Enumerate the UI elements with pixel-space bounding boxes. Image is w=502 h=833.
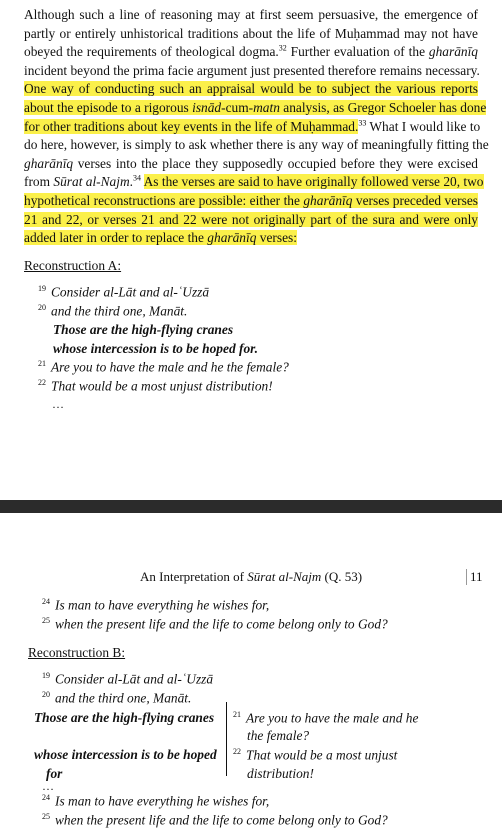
footnote-marker: 34: [133, 173, 142, 183]
paragraph-line: [24, 99, 487, 118]
text-segment: 21 and 22, or verses 21 and 22 were not originally part of the sura and were only: [24, 211, 478, 227]
text-segment: One way of conducting such an appraisal would be to subject the various reports: [24, 81, 478, 97]
italic-term: isnād: [192, 99, 222, 115]
reconstruction-a-heading: Reconstruction A:: [24, 258, 122, 273]
text-segment: do here, however, is simply to ask whether there is any way of meaningfully fitting the: [24, 137, 489, 153]
text-segment: about the episode to a rigorous: [24, 99, 193, 115]
paragraph-line: [24, 192, 478, 211]
paragraph-line: [24, 136, 489, 155]
gharaniq-verse-2-cont: for: [46, 766, 63, 781]
running-head: An Interpretation of Sūrat al-Najm (Q. 53): [140, 569, 363, 584]
text-segment: -cum-: [221, 99, 254, 115]
paragraph-line: [24, 25, 478, 44]
text-segment: Further evaluation of the: [286, 44, 429, 60]
verse-19: $^{19}$ Consider al-Lāt and al-ʿUzzā: [38, 284, 210, 300]
ellipsis: …: [52, 397, 65, 411]
paragraph-line: [24, 62, 478, 81]
paragraph-line: [24, 118, 481, 137]
verse-21: $^{21}$ Are you to have the male and he the female?: [38, 359, 289, 375]
page-divider: [0, 500, 502, 513]
text-segment: verses:: [256, 230, 297, 246]
ellipsis: …: [42, 779, 55, 793]
text-segment: analysis, as Gregor Schoeler has done: [279, 99, 487, 115]
text-segment: incident beyond the prima facie argument just presented therefore remains necessary.: [24, 62, 480, 78]
text-segment: partly or entirely unhistorical traditions about the life of Muḥammad may not have: [24, 25, 478, 41]
italic-term: matn: [253, 99, 280, 115]
text-segment: from: [24, 174, 54, 190]
gharaniq-verse-2: whose intercession is to be hoped for.: [53, 341, 258, 356]
italic-term: gharānīq: [303, 192, 353, 208]
text-segment: hypothetical reconstructions are possible: either the: [24, 192, 304, 208]
verse-25: $^{25}$ when the present life and the life to come belong only to God?: [42, 812, 388, 828]
body-paragraph: [24, 6, 489, 248]
verse-22-cont: distribution!: [247, 766, 314, 781]
italic-term: gharānīq: [207, 230, 257, 246]
reconstruction-b-heading: Reconstruction B:: [28, 645, 126, 660]
footnote-marker: 32: [278, 43, 287, 53]
text-segment: .: [129, 174, 134, 190]
paragraph-line: [24, 229, 478, 248]
paragraph-line: [24, 155, 478, 174]
column-rule: [226, 702, 227, 776]
verse-22: $^{22}$ That would be a most unjust distribution!: [38, 378, 273, 394]
italic-term: gharānīq: [24, 155, 74, 171]
verse-21: $^{21}$ Are you to have the male and he: [233, 710, 419, 726]
verse-20: $^{20}$ and the third one, Manāt.: [38, 303, 188, 319]
text-segment: As the verses are said to have originally followed verse 20, two: [143, 174, 484, 190]
paragraph-line: [24, 43, 478, 62]
verse-19: $^{19}$ Consider al-Lāt and al-ʿUzzā: [42, 671, 214, 687]
paragraph-line: [24, 6, 478, 25]
text-segment: obeyed the requirements of theological dogma.: [24, 44, 279, 60]
italic-term: Sūrat al-Najm: [53, 174, 130, 190]
verse-24: $^{24}$ Is man to have everything he wishes for,: [42, 597, 270, 613]
text-segment: Although such a line of reasoning may at first seem persuasive, the emergence of: [24, 7, 478, 22]
text-segment: for other traditions about key events in the life of Muḥammad.: [24, 118, 359, 134]
footnote-marker: 33: [358, 118, 367, 128]
verse-24: $^{24}$ Is man to have everything he wishes for,: [42, 793, 270, 809]
gharaniq-verse-1: Those are the high-flying cranes: [34, 710, 215, 725]
text-segment: What I would like to: [366, 118, 481, 134]
text-segment: verses into the place they supposedly occupied before they were excised: [73, 155, 478, 171]
gharaniq-verse-1: Those are the high-flying cranes: [53, 322, 234, 337]
text-segment: added later in order to replace the: [24, 230, 208, 246]
verse-21-cont: the female?: [247, 728, 310, 743]
lower-page: [0, 513, 502, 833]
paragraph-line: [24, 211, 478, 230]
text-segment: verses preceded verses: [352, 192, 478, 208]
page-number: 11: [466, 569, 483, 585]
italic-term: gharānīq: [428, 44, 478, 60]
paragraph-line: [24, 173, 484, 192]
verse-20: $^{20}$ and the third one, Manāt.: [42, 690, 192, 706]
verse-25: $^{25}$ when the present life and the life to come belong only to God?: [42, 616, 388, 632]
verse-22: $^{22}$ That would be a most unjust: [233, 747, 398, 763]
paragraph-line: [24, 80, 478, 99]
gharaniq-verse-2: whose intercession is to be hoped: [34, 747, 217, 762]
